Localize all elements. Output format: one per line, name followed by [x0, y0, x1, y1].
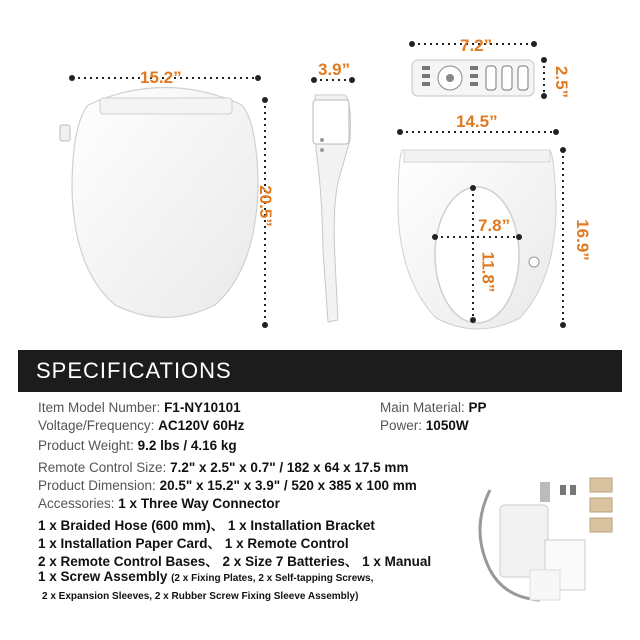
- model-value: F1-NY10101: [164, 400, 241, 415]
- remote-control: [412, 60, 534, 96]
- installation-bracket-icon: [500, 505, 548, 577]
- spec-row-model: [38, 400, 241, 415]
- spec-row-accessory-4: [38, 550, 431, 570]
- model-label: Item Model Number:: [38, 400, 161, 415]
- spec-row-accessory-6: [42, 587, 358, 602]
- seat-top-view: [60, 88, 258, 318]
- specifications-header: [18, 350, 622, 392]
- opening-length-label: 11.8”: [478, 251, 498, 293]
- seat-depth-label: 3.9”: [318, 60, 351, 79]
- three-way-connector-icon: [540, 482, 550, 502]
- accessory-5-note: (2 x Fixing Plates, 2 x Self-tapping Screws,: [171, 573, 374, 584]
- remote-height-label: 2.5”: [552, 65, 572, 99]
- spec-row-accessories: [38, 496, 280, 511]
- accessories-illustration: [470, 470, 630, 620]
- weight-value: 9.2 lbs / 4.16 kg: [137, 438, 237, 453]
- spec-row-material: [380, 400, 487, 415]
- voltage-value: AC120V 60Hz: [158, 418, 245, 433]
- specifications-title: SPECIFICATIONS: [36, 358, 232, 383]
- accessory-1: 1 x Three Way Connector: [118, 496, 280, 511]
- accessories-label: Accessories:: [38, 496, 115, 511]
- material-label: Main Material:: [380, 400, 465, 415]
- remote-width-label: 7.2”: [460, 36, 493, 55]
- accessory-4: 2 x Remote Control Bases、 2 x Size 7 Batteries、 1 x Manual: [38, 554, 432, 569]
- seat-length-label: 20.5”: [255, 185, 275, 227]
- voltage-label: Voltage/Frequency:: [38, 418, 155, 433]
- spec-row-accessory-5: [38, 569, 373, 584]
- seat-base-view: [398, 150, 556, 329]
- seat-width-label: 15.2”: [140, 68, 182, 87]
- spec-row-weight: [38, 438, 237, 453]
- base-width-label: 14.5”: [456, 112, 498, 131]
- accessory-6-note: 2 x Expansion Sleeves, 2 x Rubber Screw Fixing Sleeve Assembly): [42, 591, 359, 602]
- dimension-value: 20.5" x 15.2" x 3.9" / 520 x 385 x 100 mm: [159, 478, 417, 493]
- spec-row-voltage: [38, 418, 244, 433]
- accessory-5: 1 x Screw Assembly: [38, 569, 168, 584]
- opening-width-label: 7.8”: [478, 216, 511, 235]
- dimension-label: Product Dimension:: [38, 478, 156, 493]
- fixing-plates-icon: [590, 518, 612, 532]
- spec-row-dimension: [38, 478, 417, 493]
- spec-row-accessory-3: [38, 532, 349, 552]
- accessory-2: 1 x Braided Hose (600 mm)、 1 x Installation Bracket: [38, 518, 375, 533]
- paper-card-icon: [530, 570, 560, 600]
- spec-row-power: [380, 418, 469, 433]
- remote-size-label: Remote Control Size:: [38, 460, 167, 475]
- screws-icon: [570, 485, 576, 495]
- remote-size-value: 7.2" x 2.5" x 0.7" / 182 x 64 x 17.5 mm: [170, 460, 409, 475]
- material-value: PP: [468, 400, 487, 415]
- seat-side-view: [313, 95, 350, 322]
- power-label: Power:: [380, 418, 423, 433]
- weight-label: Product Weight:: [38, 438, 134, 453]
- spec-row-accessory-2: [38, 514, 375, 534]
- base-length-label: 16.9”: [572, 219, 592, 261]
- power-value: 1050W: [425, 418, 469, 433]
- spec-row-remote-size: [38, 460, 408, 475]
- accessory-3: 1 x Installation Paper Card、 1 x Remote Control: [38, 536, 349, 551]
